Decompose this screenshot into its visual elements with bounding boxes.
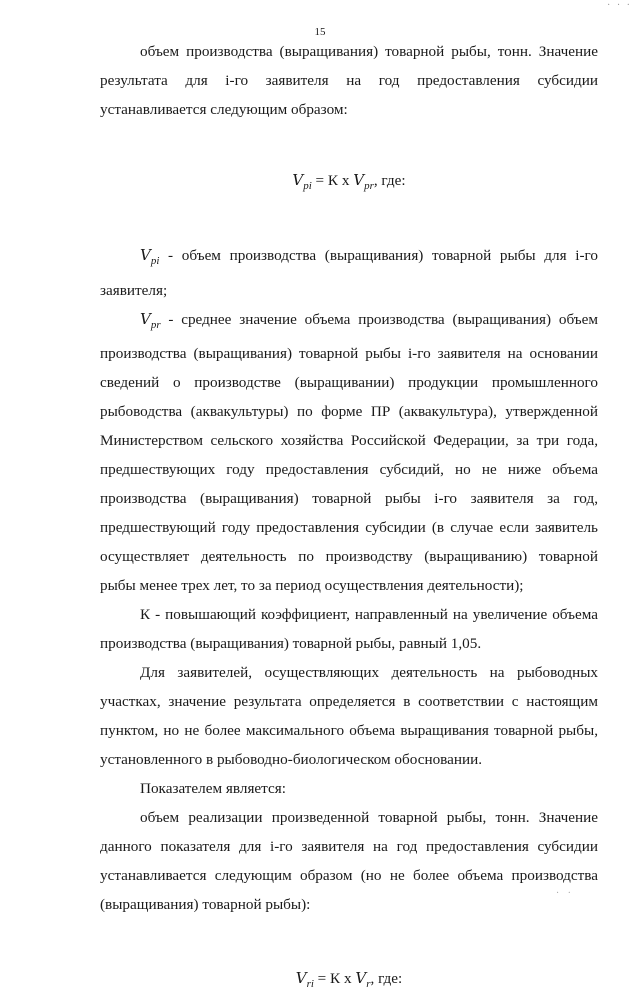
paragraph-production-volume: объем производства (выращивания) товарной рыбы, тонн. Значение результата для i-го заявителя на год предоставления субсидии устанавливается следующим образом: — [100, 43, 598, 118]
formula-tail: , где: — [370, 970, 403, 988]
paragraph-sales-volume: объем реализации произведенной товарной рыбы, тонн. Значение данного показателя для i-го заявителя на год предоставления субсидии устанавливается следующим образом (но не более объема производства (выращивания) товарной рыбы): — [100, 809, 598, 914]
formula-rhs-subscript: r — [366, 978, 371, 991]
definition-text: - объем производства (выращивания) товарной рыбы для i-го заявителя; — [100, 246, 598, 299]
formula-rhs-symbol: V — [355, 969, 367, 988]
formula-rhs-subscript: pr — [364, 179, 374, 192]
formula-lhs-symbol: V — [295, 969, 307, 988]
formula-rhs-symbol: V — [353, 171, 365, 189]
formula-equals: = — [317, 970, 327, 988]
formula-tail: , где: — [373, 172, 406, 189]
page-number: 15 — [314, 26, 326, 38]
corner-mark: · · · — [607, 0, 632, 11]
formula-lhs-subscript: pi — [303, 179, 312, 192]
paragraph-coefficient-k: К - повышающий коэффициент, направленный на увеличение объема производства (выращивания) товарной рыбы, равный 1,05. — [100, 606, 598, 653]
formula-lhs-symbol: V — [292, 171, 304, 189]
bottom-mark: · · — [555, 888, 574, 899]
document-body — [100, 37, 598, 999]
definition-subscript: pr — [150, 318, 161, 331]
paragraph-fish-farming-sites: Для заявителей, осуществляющих деятельность на рыбоводных участках, значение результата определяется в соответствии с настоящим пунктом, но не более максимального объема выращивания товарной рыбы, установленного в рыбоводно-биологическом обосновании. — [100, 664, 598, 769]
formula-lhs-subscript: ri — [306, 978, 314, 991]
definition-symbol: V — [140, 245, 151, 264]
formula-vri — [100, 964, 598, 999]
spacer — [100, 201, 598, 241]
formula-coefficient: К x — [330, 970, 352, 988]
definition-subscript: pi — [150, 254, 160, 267]
paragraph-indicator: Показателем является: — [140, 780, 286, 798]
formula-equals: = — [315, 172, 325, 189]
formula-vpi — [100, 166, 598, 201]
definition-text: - среднее значение объема производства (выращивания) объем производства (выращивания) товарной рыбы i-го заявителя на основании сведений о производстве (выращивании) продукции промышленного рыбоводства (аквакультуры) по форме ПР (аквакультура), утвержденной Министерством сельского хозяйства Российской Федерации, за три года, предшествующих году предоставления субсидий, но не ниже объема производства (выращивания) товарной рыбы i-го заявителя за год, предшествующий году предоставления субсидии (в случае если заявитель осуществляет деятельность по производству (выращиванию) товарной рыбы менее трех лет, то за период осуществления деятельности); — [100, 310, 598, 595]
formula-coefficient: К x — [327, 172, 350, 189]
definition-vpi — [100, 241, 598, 305]
definition-vpr — [100, 305, 598, 601]
definition-symbol: V — [140, 309, 151, 328]
